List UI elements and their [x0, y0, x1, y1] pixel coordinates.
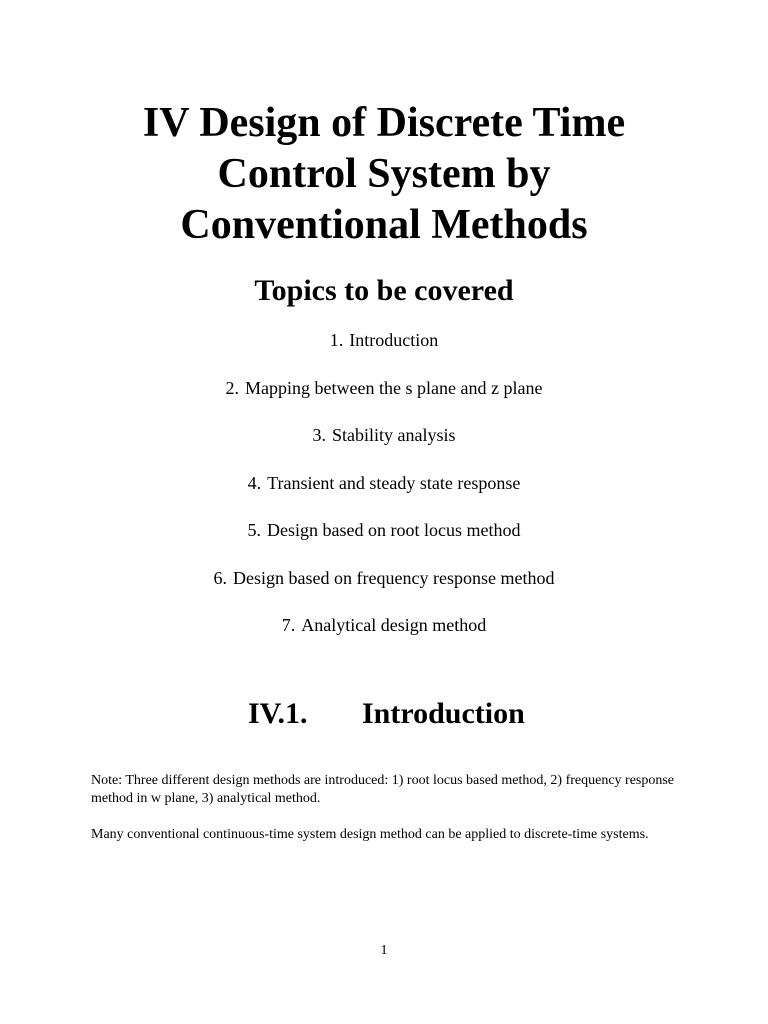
topic-item: [0, 328, 768, 376]
topics-heading: Topics to be covered: [254, 274, 514, 307]
topic-number: 2.: [225, 377, 240, 398]
document-title: [0, 98, 768, 251]
topic-number: 1.: [329, 330, 344, 350]
section-number: IV.1.: [248, 697, 308, 730]
topic-number: 4.: [247, 472, 262, 493]
body-paragraph: Many conventional continuous-time system design method can be applied to discrete-time systems.: [91, 827, 649, 842]
topic-number: 3.: [312, 425, 326, 445]
topic-label: Mapping between the s plane and z plane: [245, 377, 543, 398]
title-line: Conventional Methods: [180, 202, 588, 248]
topic-label: Design based on frequency response method: [233, 567, 555, 588]
topic-item: [0, 423, 768, 471]
topic-number: 7.: [281, 615, 296, 635]
topic-label: Design based on root locus method: [267, 520, 521, 540]
topic-item: [0, 471, 768, 519]
topic-label: Analytical design method: [301, 615, 487, 635]
section-title: Introduction: [362, 697, 525, 730]
page-number: 1: [380, 943, 388, 958]
topic-number: 6.: [213, 567, 228, 588]
topic-item: [0, 518, 768, 566]
note-paragraph: Note: Three different design methods are introduced: 1) root locus based method, 2) frequency response method in w plane, 3) analytical method.: [91, 773, 675, 806]
topic-label: Transient and steady state response: [267, 472, 521, 493]
section-heading: [248, 695, 525, 733]
title-line: Control System by: [217, 151, 551, 197]
title-line: IV Design of Discrete Time: [142, 100, 626, 146]
topics-list: [0, 328, 768, 661]
topic-label: Introduction: [349, 330, 439, 350]
topic-item: [0, 613, 768, 661]
topic-item: [0, 376, 768, 424]
topic-label: Stability analysis: [332, 425, 456, 445]
topic-number: 5.: [247, 520, 262, 540]
topic-item: [0, 566, 768, 614]
